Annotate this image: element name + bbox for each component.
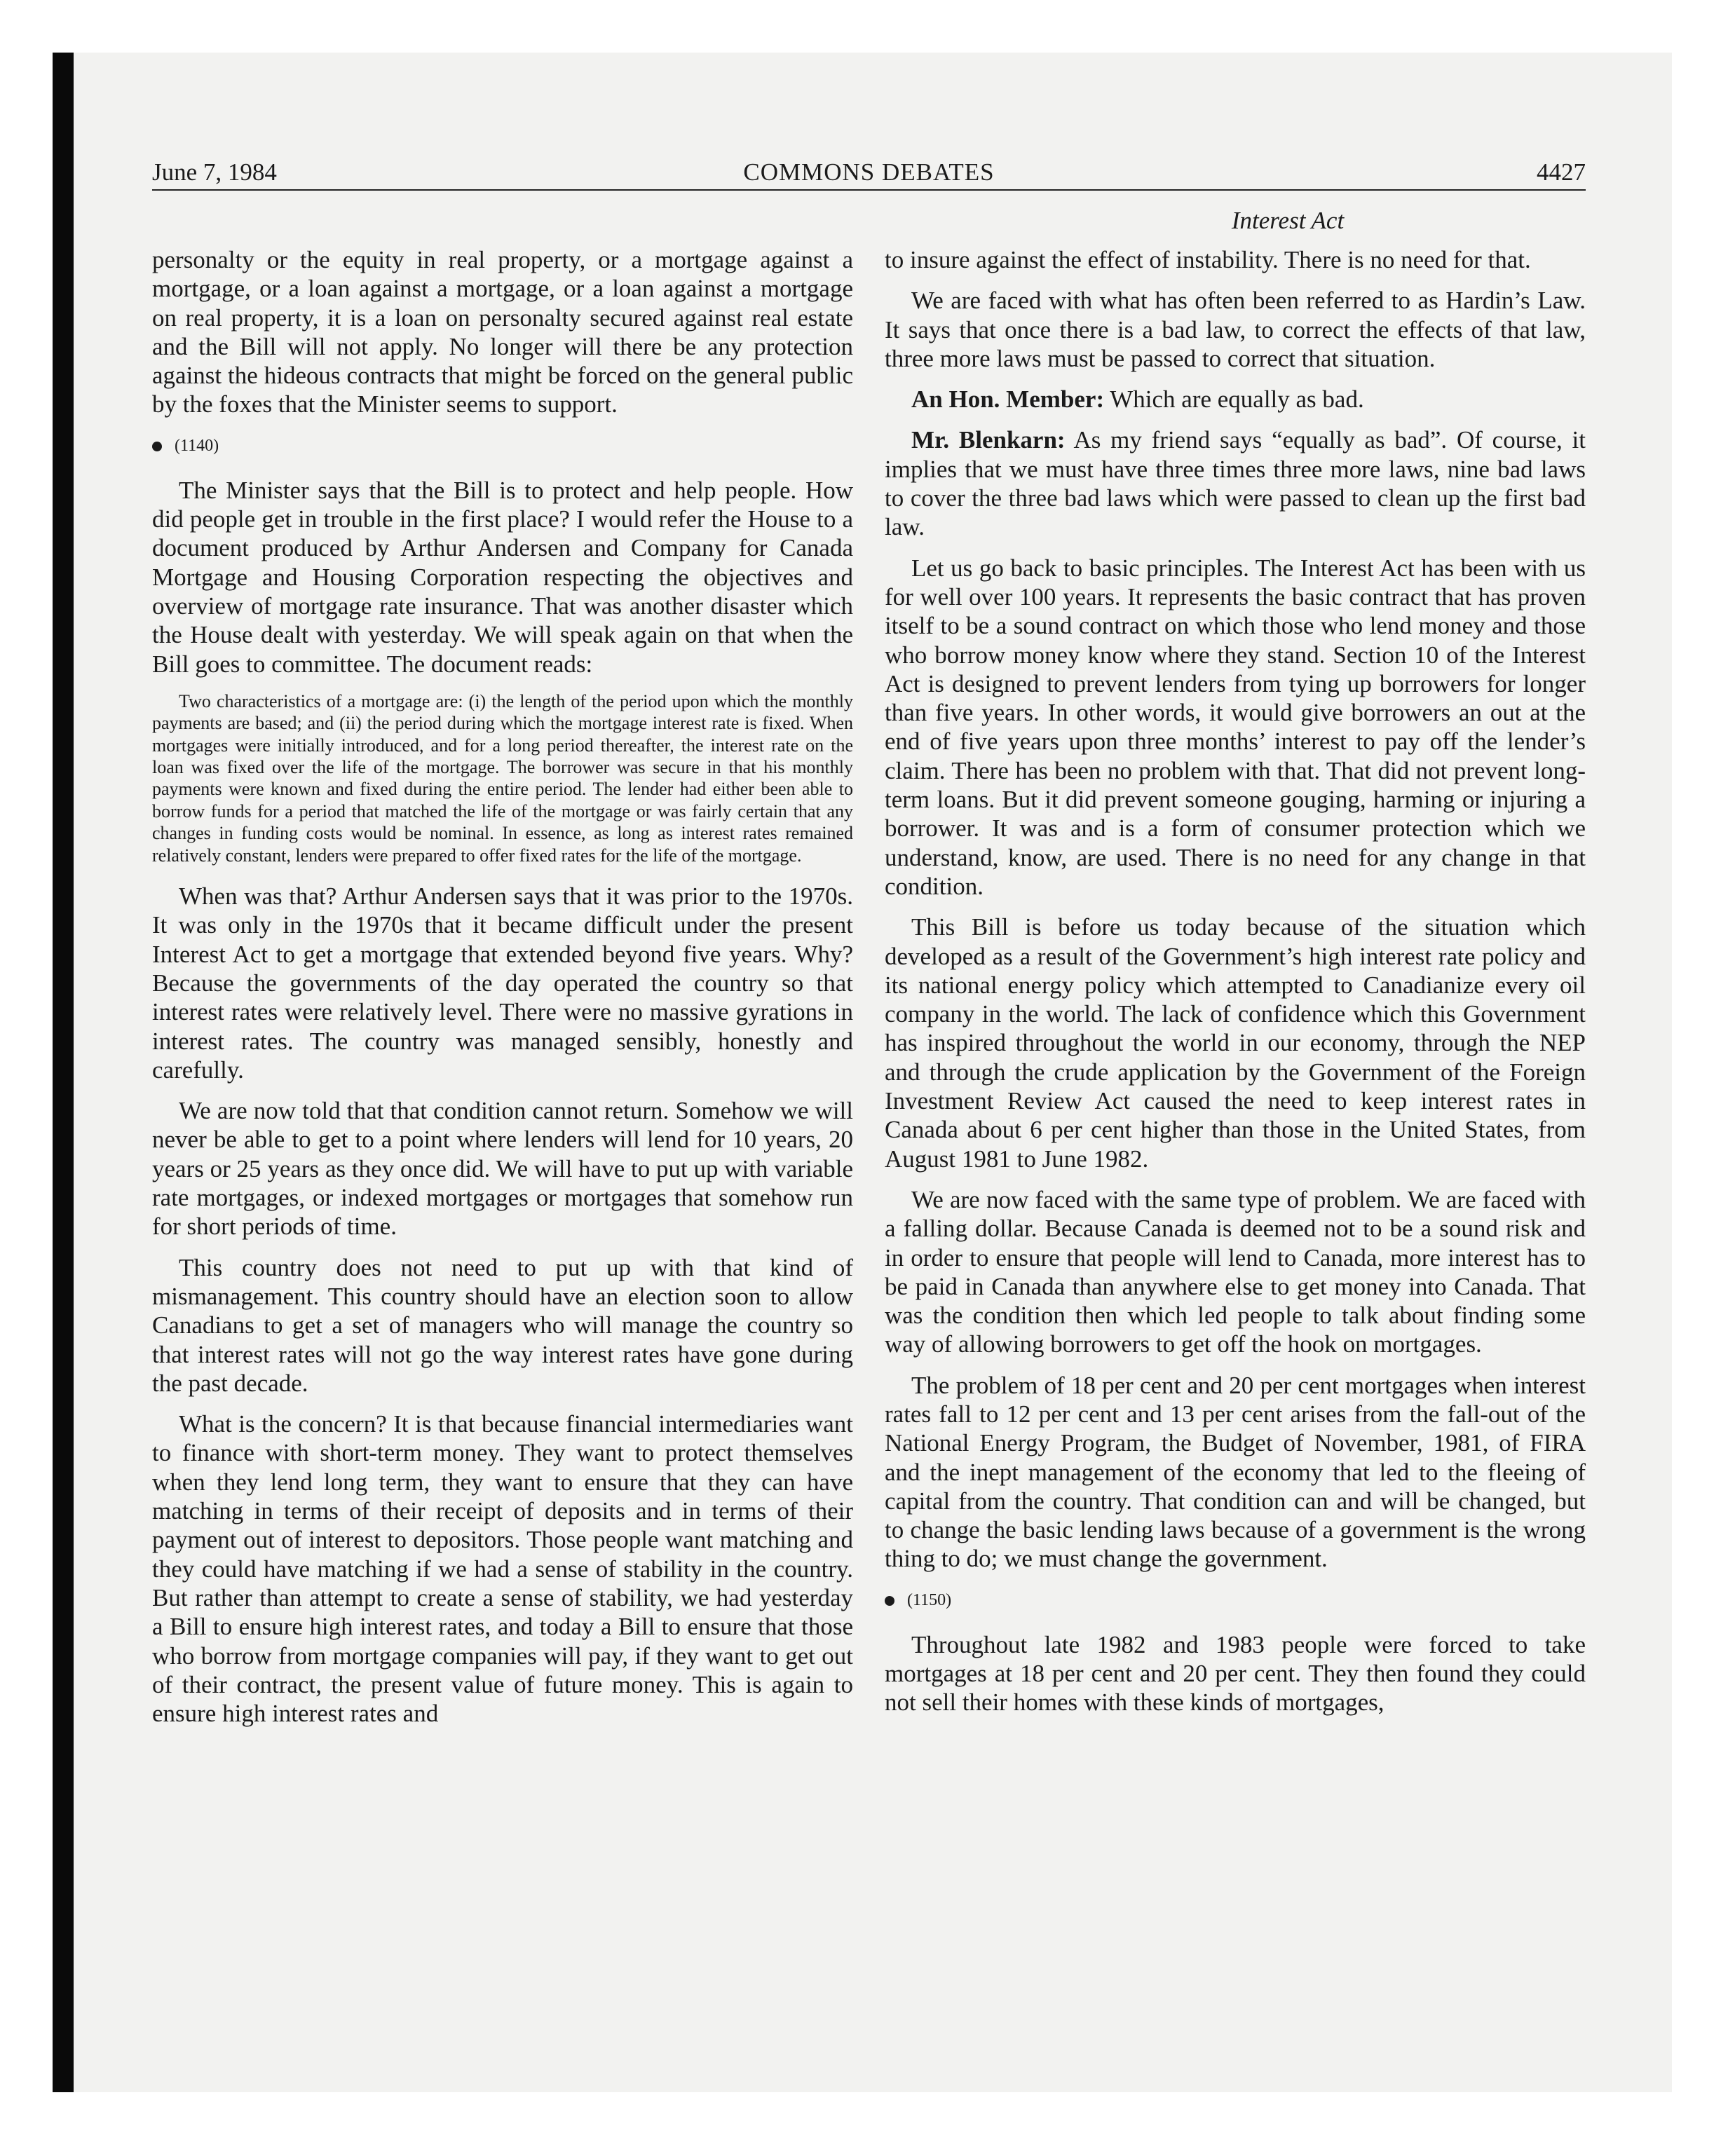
paragraph: The Minister says that the Bill is to protect and help people. How did people get in trouble in the first place? I would refer the House to a document produced by Arthur Andersen and Company for Canada Mortgage and Housing Corporation respecting the objectives and overview of mortgage rate insurance. That was another disaster which the House dealt with yesterday. We will speak again on that when the Bill goes to committee. The document reads: [152,476,853,678]
time-marker [885,1586,1586,1615]
running-head: Interest Act [1231,207,1345,234]
header-page-number: 4427 [1537,158,1586,186]
paragraph: When was that? Arthur Andersen says that it was prior to the 1970s. It was only in the 1970s that it became difficult under the present Interest Act to get a mortgage that extended beyond five years. Why? Because the governments of the day operated the country so that interest rates were relatively level. There were no massive gyrations in interest rates. The country was managed sensibly, honestly and carefully. [152,882,853,1084]
paragraph: personalty or the equity in real property, or a mortgage against a mortgage, or a loan against a mortgage, or a loan against a mortgage on real property, it is a loan on personalty secured against real estate and the Bill will not apply. No longer will there be any protection against the hideous contracts that might be forced on the general public by the foxes that the Minister seems to support. [152,246,853,418]
header-rule [152,189,1586,191]
paragraph: The problem of 18 per cent and 20 per cent mortgages when interest rates fall to 12 per cent and 13 per cent arises from the fall-out of the National Energy Program, the Budget of November, 1981, of FIRA and the inept management of the economy that led to the fleeing of capital from the country. That condition can and will be changed, but to change the basic lending laws because of a government is the wrong thing to do; we must change the government. [885,1371,1586,1573]
speech-blenkarn [885,425,1586,541]
paragraph: This country does not need to put up with that kind of mismanagement. This country should have an election soon to allow Canadians to get a set of managers who will manage the country so that interest rates will not go the way interest rates have gone during the past decade. [152,1253,853,1397]
paragraph: Throughout late 1982 and 1983 people were forced to take mortgages at 18 per cent and 20 per cent. They then found they could not sell their homes with these kinds of mortgages, [885,1630,1586,1717]
time-marker [152,432,853,460]
right-column [885,245,1586,1729]
speech-interjection [885,385,1586,414]
paragraph: to insure against the effect of instability. There is no need for that. [885,246,1531,273]
time-marker-label: (1150) [907,1590,952,1609]
paragraph: This Bill is before us today because of the situation which developed as a result of the Government’s high interest rate policy and its national energy policy which attempted to Canadianize every oil company in the world. The lack of confidence which this Government has inspired throughout the world in our economy, through the NEP and through the crude application by the Government of the Foreign Investment Review Act caused the need to keep interest rates in Canada about 6 per cent higher than those in the United States, from August 1981 to June 1982. [885,913,1586,1173]
paragraph: What is the concern? It is that because financial intermediaries want to finance with short-term money. They want to protect themselves when they lend long term, they want to ensure that they can have matching in terms of their receipt of deposits and in terms of their payment out of interest to depositors. Those people want matching and they could have matching if we had a sense of stability in the country. But rather than attempt to create a sense of stability, we had yesterday a Bill to ensure high interest rates, and today a Bill to ensure that those who borrow from mortgage companies will pay, if they want to get out of their contract, the present value of future money. This is again to ensure high interest rates and [152,1410,853,1728]
left-column [152,245,853,1740]
paragraph: We are now faced with the same type of problem. We are faced with a falling dollar. Because Canada is deemed not to be a sound risk and in order to ensure that people will lend to Canada, more interest has to be paid in Canada than anywhere else to get money into Canada. That was the condition then which led people to talk about finding some way of allowing borrowers to get off the hook on mortgages. [885,1185,1586,1358]
speaker-name: An Hon. Member: [911,386,1105,414]
speaker-name: Mr. Blenkarn: [911,426,1066,454]
block-quote: Two characteristics of a mortgage are: (i) the length of the period upon which the monthly payments are based; and (ii) the period during which the mortgage interest rate is fixed. When mortgages were initially introduced, and for a long period thereafter, the interest rate on the loan was fixed over the life of the mortgage. The borrower was secure in that his monthly payments were known and fixed during the entire period. The lender had either been able to borrow funds for a period that matched the life of the mortgage or was fairly certain that any changes in funding costs would be nominal. In essence, as long as interest rates remained relatively constant, lenders were prepared to offer fixed rates for the life of the mortgage. [152,690,853,866]
scan-edge-shadow [53,53,74,2092]
paragraph: Let us go back to basic principles. The Interest Act has been with us for well over 100 years. It represents the basic contract that has proven itself to be a sound contract on which those who lend money and those who borrow money know where they stand. Section 10 of the Interest Act is designed to prevent lenders from tying up borrowers for longer than five years. In other words, it would give borrowers an out at the end of five years upon three months’ interest to pay off the lender’s claim. There has been no problem with that. That did not prevent long-term loans. But it did prevent someone gouging, harming or injuring a borrower. It was and is a form of consumer protection which we understand, know, are used. There is no need for any change in that condition. [885,554,1586,900]
bullet-icon [152,442,162,451]
speech-text: Which are equally as bad. [1110,386,1364,414]
paragraph: We are now told that that condition cannot return. Somehow we will never be able to get to a point where lenders will lend for 10 years, 20 years or 25 years as they once did. We will have to put up with variable rate mortgages, or indexed mortgages or mortgages that somehow run for short periods of time. [152,1097,853,1241]
header-title: COMMONS DEBATES [743,158,995,186]
time-marker-label: (1140) [175,436,219,455]
speech-text: As my friend says “equally as bad”. Of course, it implies that we must have three times three more laws, nine bad laws to cover the three bad laws which were passed to clean up the first bad law. [885,426,1586,541]
header-date: June 7, 1984 [152,158,277,186]
paragraph: We are faced with what has often been referred to as Hardin’s Law. It says that once there is a bad law, to correct the effects of that law, three more laws must be passed to correct that situation. [885,287,1586,372]
page-header [152,156,1586,189]
bullet-icon [885,1596,894,1606]
